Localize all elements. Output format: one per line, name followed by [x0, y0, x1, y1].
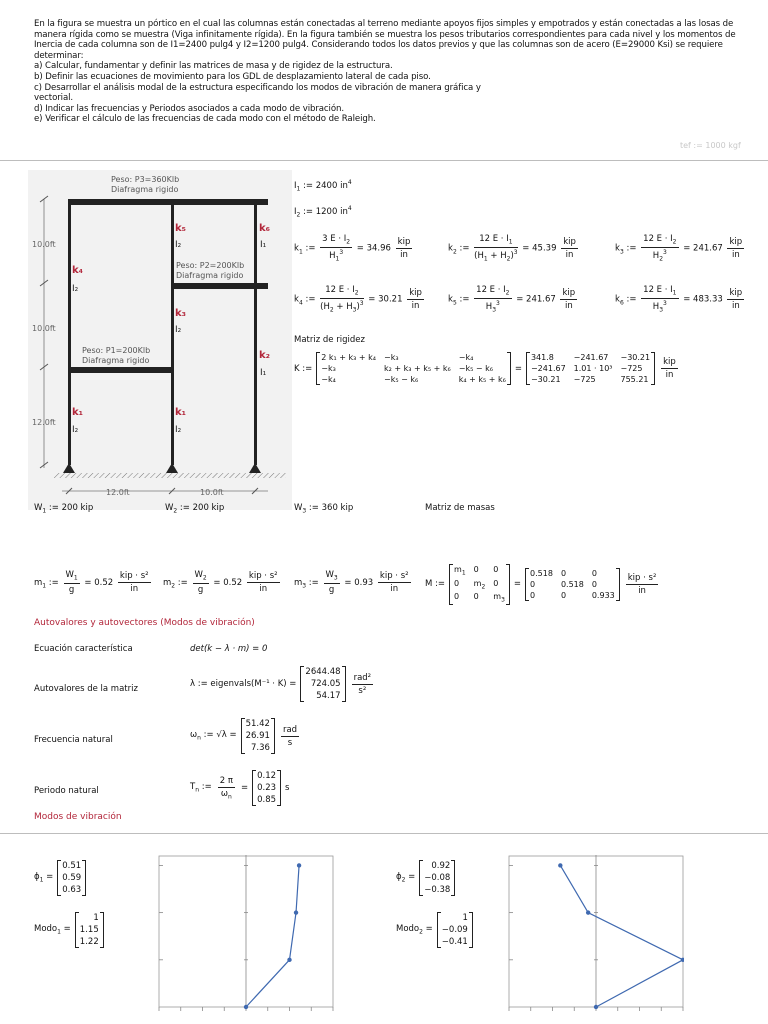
- modes-title: Modos de vibración: [34, 812, 122, 822]
- K-sym-22: k₂ + k₃ + k₅ + k₆: [384, 364, 451, 373]
- K-num-33: 755.21: [620, 375, 649, 384]
- I2-left-top: I₂: [72, 284, 79, 294]
- K-num-31: −30.21: [530, 375, 561, 384]
- dim-mid: 10.0ft: [32, 324, 56, 333]
- K-num-21: −241.67: [530, 364, 566, 373]
- mid-beam: [171, 283, 268, 289]
- mode-2-point: [594, 1005, 598, 1009]
- K-num-23: −725: [620, 364, 643, 373]
- weight-W1: $W_1$ := 200 kip: [34, 503, 94, 515]
- mass-m3: $m_3$ := $\frac{W_3}{g}$ = 0.93 kip · s² in: [294, 570, 409, 595]
- roof-diaphragm-label: Diafragma rigido: [111, 185, 179, 194]
- I1-k6: I₁: [260, 240, 267, 250]
- k2-formula: $k_2$ := $\frac{12 E \cdot I_1}{(H_1 + H_2)^3}$ = 45.39 kip in: [448, 234, 576, 263]
- eigen-section-title: Autovalores y autovectores (Modos de vibración): [34, 618, 255, 628]
- I2-k1-left: I₂: [72, 425, 79, 435]
- k3-formula: $k_3$ := $\frac{12 E \cdot I_2}{H_2^3}$ = 241.67 kip in: [615, 234, 743, 263]
- span-right: 10.0ft: [200, 488, 224, 497]
- period-label: Periodo natural: [34, 786, 99, 796]
- K-num-13: −30.21: [620, 353, 651, 362]
- I1-k2: I₁: [260, 368, 267, 378]
- low-weight-label: Peso: P1=200Klb: [82, 346, 151, 355]
- roof-weight-label: Peso: P3=360Klb: [111, 175, 180, 184]
- mode-2-point: [586, 910, 590, 914]
- low-beam: [68, 367, 174, 373]
- K-sym-32: −k₅ − k₆: [384, 375, 419, 384]
- phi2-vector: $\phi_2$ = 0.92 −0.08 −0.38: [396, 860, 455, 896]
- mode-1-point: [244, 1005, 248, 1009]
- intro-item-d: d) Indicar las frecuencias y Periodos asociados a cada modo de vibración.: [34, 103, 344, 114]
- freq-label: Frecuencia natural: [34, 735, 113, 745]
- stiffness-matrix-title: Matriz de rigidez: [294, 335, 365, 345]
- mass-m2: $m_2$ := $\frac{W_2}{g}$ = 0.52 kip · s² in: [163, 570, 278, 595]
- mid-weight-label: Peso: P2=200Klb: [176, 261, 245, 270]
- inertia-I2: $I_2$ := 1200 $in^4$: [294, 205, 352, 219]
- mid-diaphragm-label: Diafragma rigido: [176, 271, 244, 280]
- K-sym-21: −k₃: [321, 364, 336, 373]
- modo1-vector: Modo$_1$ = 1 1.15 1.22: [34, 912, 104, 948]
- k6-formula: $k_6$ := $\frac{12 E \cdot I_1}{H_3^3}$ = 483.33 kip in: [615, 285, 743, 314]
- frame-diagram: [28, 170, 292, 510]
- mode-1-point: [294, 910, 298, 914]
- phi1-vector: $\phi_1$ = 0.51 0.59 0.63: [34, 860, 86, 896]
- divider: [0, 833, 768, 834]
- I2-k3: I₂: [175, 325, 182, 335]
- mass-m1: $m_1$ := $\frac{W_1}{g}$ = 0.52 kip · s² in: [34, 570, 149, 595]
- omega-3: 7.36: [251, 743, 270, 753]
- modo2-vector: Modo$_2$ = 1 −0.09 −0.41: [396, 912, 473, 948]
- eigen-label: Autovalores de la matriz: [34, 684, 138, 694]
- I2-k5: I₂: [175, 240, 182, 250]
- eigenvalues: λ := eigenvals(M⁻¹ · K) = 2644.48 724.05 54.17 rad² s²: [190, 667, 372, 701]
- intro-item-c-cont: vectorial.: [34, 93, 74, 104]
- K-num-11: 341.8: [530, 353, 554, 362]
- char-eq-label: Ecuación característica: [34, 644, 133, 654]
- weight-W2: $W_2$ := 200 kip: [165, 503, 225, 515]
- intro-item-b: b) Definir las ecuaciones de movimiento para los GDL de desplazamiento lateral de cada piso.: [34, 71, 431, 82]
- omega-1: 51.42: [245, 719, 270, 729]
- char-eq: det(k − λ · m) = 0: [190, 644, 268, 654]
- T-1: 0.12: [257, 771, 277, 781]
- stiffness-matrix: K := 2 k₁ + k₃ + k₄ −k₃ −k₄ −k₃ k₂ + k₃ + k₅ + k₆ −k₅ − k₆ −k₄ −k₅ − k₆ k₄ + k₅ + k₆ = 341.8 −241.67 −30.21 −241.67 1.01 · 10³ −725 −30.21 −725 755.21 kip in: [294, 353, 676, 384]
- mode-1-point: [297, 863, 301, 867]
- k5-label: k₅: [175, 223, 187, 234]
- k3-label: k₃: [175, 308, 187, 319]
- k4-formula: $k_4$ := $\frac{12 E \cdot I_2}{(H_2 + H_3)^3}$ = 30.21 kip in: [294, 285, 422, 314]
- K-sym-11: 2 k₁ + k₃ + k₄: [321, 353, 376, 362]
- K-sym-12: −k₃: [384, 353, 399, 362]
- k2-label: k₂: [259, 350, 271, 361]
- dim-top: 10.0ft: [32, 240, 56, 249]
- mode-1-point: [287, 958, 291, 962]
- K-num-12: −241.67: [573, 353, 609, 362]
- intro-item-c: c) Desarrollar el análisis modal de la estructura especificando los modos de vibración de manera gráfica y: [34, 82, 481, 93]
- lambda-3: 54.17: [316, 691, 341, 701]
- natural-periods: $T_n$ := $\frac{2 \pi}{\omega_n}$ = 0.12 0.23 0.85 s: [190, 771, 290, 805]
- mode-2-plot: [508, 855, 684, 1015]
- k5-formula: $k_5$ := $\frac{12 E \cdot I_2}{H_3^3}$ = 241.67 kip in: [448, 285, 576, 314]
- T-3: 0.85: [257, 795, 277, 805]
- K-sym-31: −k₄: [321, 375, 336, 384]
- intro-item-e: e) Verificar el cálculo de las frecuencias de cada modo con el método de Raleigh.: [34, 114, 376, 125]
- span-left: 12.0ft: [106, 488, 130, 497]
- k4-label: k₄: [72, 265, 84, 276]
- mass-matrix: M := $m_1$ 0 0 0 $m_2$ 0 0 0 $m_3$ = 0.518 0 0 0 0.518 0 0 0 0.933 kip · s² in: [425, 565, 657, 604]
- inertia-I1: $I_1$ := 2400 $in^4$: [294, 179, 352, 193]
- T-2: 0.23: [257, 783, 277, 793]
- dim-low: 12.0ft: [32, 418, 56, 427]
- k1-left-label: k₁: [72, 407, 84, 418]
- lambda-2: 724.05: [310, 679, 341, 689]
- divider: [0, 160, 768, 161]
- mode-2-point: [558, 863, 562, 867]
- k1-mid-label: k₁: [175, 407, 187, 418]
- K-num-22: 1.01 · 10³: [573, 364, 613, 373]
- K-sym-13: −k₄: [458, 353, 474, 362]
- unit-definition: tef := 1000 kgf: [680, 141, 741, 150]
- intro-item-a: a) Calcular, fundamentar y definir las matrices de masa y de rigidez de la estructura.: [34, 61, 393, 72]
- roof-beam: [68, 199, 268, 205]
- mass-matrix-title: Matriz de masas: [425, 503, 495, 513]
- intro-paragraph: En la figura se muestra un pórtico en el cual las columnas están conectadas al terreno mediante apoyos fijos simples y empotrados y están conectadas a las losas de manera rígida como se muestra (Viga infinitamente rígida). En la figura también se muestra los pesos tributarios correspondientes para cada nivel y los momentos de Inercia de cada columna son de I1=2400 pulg4 y I2=1200 pulg4. Considerando todos los datos previos y que las columnas son de acero (E=29000 Ksi) se requiere determinar:: [34, 19, 736, 61]
- problem-statement: [34, 19, 740, 125]
- K-sym-33: k₄ + k₅ + k₆: [458, 375, 506, 384]
- lambda-1: 2644.48: [305, 667, 341, 677]
- omega-2: 26.91: [245, 731, 270, 741]
- mode-1-plot: [158, 855, 334, 1015]
- K-sym-23: −k₅ − k₆: [458, 364, 493, 373]
- K-num-32: −725: [573, 375, 596, 384]
- low-diaphragm-label: Diafragma rigido: [82, 356, 150, 365]
- k1-formula: $k_1$ := $\frac{3 E \cdot I_2}{H_1^3}$ = 34.96 kip in: [294, 234, 411, 263]
- I2-k1-mid: I₂: [175, 425, 182, 435]
- natural-frequencies: $\omega_n$ := √λ = 51.42 26.91 7.36 rad s: [190, 719, 298, 753]
- k6-label: k₆: [259, 223, 271, 234]
- weight-W3: $W_3$ := 360 kip: [294, 503, 354, 515]
